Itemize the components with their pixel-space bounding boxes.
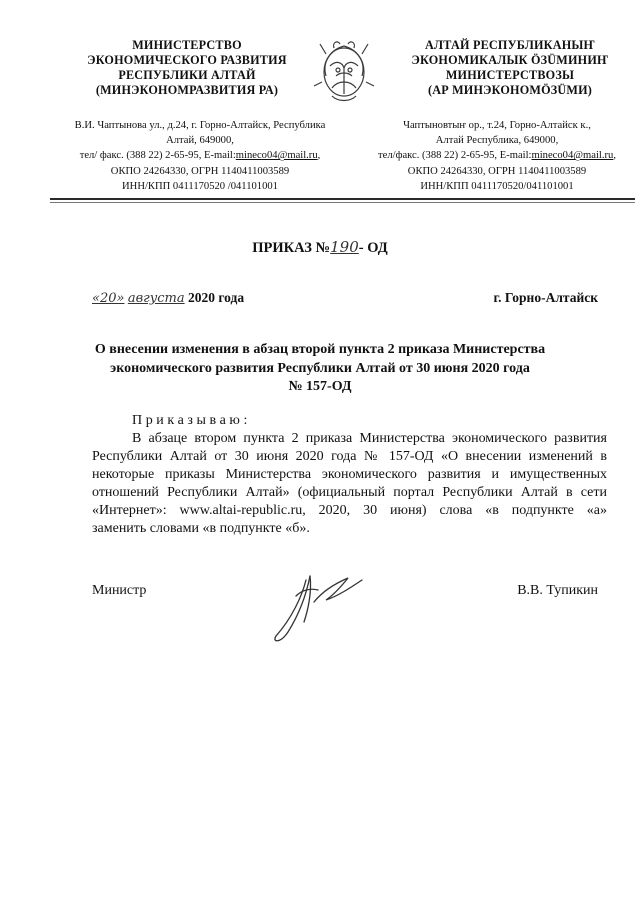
subject-line: № 157-ОД — [288, 379, 352, 394]
header-divider — [50, 198, 635, 200]
phone-line — [50, 148, 350, 163]
email-link[interactable]: mineco04@mail.ru — [235, 150, 318, 162]
handwritten-signature — [262, 566, 372, 648]
subject-line: О внесении изменения в абзац второй пункта 2 приказа Министерства — [94, 342, 546, 357]
email-link[interactable]: mineco04@mail.ru — [531, 150, 614, 162]
order-date — [92, 290, 244, 306]
contact-block-russian — [50, 118, 350, 194]
altai-republic-emblem-icon — [312, 36, 376, 104]
header-line: (АР МИНЭКОНОМÖЗÜМИ) — [427, 83, 593, 97]
header-divider-thin — [50, 202, 635, 203]
phone-line — [352, 148, 640, 163]
body-line: отношений Республики Алтай» (официальный портал Республики Алтай в сети — [92, 485, 607, 500]
okpo-line: ОКПО 24264330, ОГРН 1140411003589 — [407, 165, 587, 177]
minister-label: Министр — [92, 583, 147, 598]
body-line: некоторые приказы Министерства экономического развития и имущественных — [92, 467, 607, 482]
ministry-header-altai — [385, 38, 635, 98]
order-subject — [60, 341, 580, 397]
phone-suffix: , — [317, 150, 321, 162]
header-line: РЕСПУБЛИКИ АЛТАЙ — [118, 68, 256, 82]
body-line: Республики Алтай от 30 июня 2020 года № 157-ОД «О внесении изменений в — [92, 449, 607, 464]
header-line: АЛТАЙ РЕСПУБЛИКАНЫҤ — [425, 38, 595, 52]
okpo-line: ОКПО 24264330, ОГРН 1140411003589 — [110, 165, 290, 177]
body-line: заменить словами «в подпункте «б». — [92, 521, 310, 536]
date-year: 2020 года — [184, 290, 245, 305]
ministry-header-russian — [62, 38, 312, 98]
date-month-handwritten: августа — [127, 291, 185, 306]
order-title — [0, 238, 640, 257]
contact-block-altai — [352, 118, 640, 194]
header-line: (МИНЭКОНОМРАЗВИТИЯ РА) — [95, 83, 279, 97]
body-line: В абзаце втором пункта 2 приказа Министерства экономического развития — [132, 431, 607, 446]
order-title-prefix: ПРИКАЗ № — [252, 240, 331, 256]
header-line: ЭКОНОМИЧЕСКОГО РАЗВИТИЯ — [87, 53, 287, 67]
phone-text: тел/ факс. (388 22) 2-65-95, E-mail: — [79, 150, 236, 162]
inn-line: ИНН/КПП 0411170520/041101001 — [420, 180, 574, 192]
order-city: г. Горно-Алтайск — [493, 290, 598, 305]
subject-line: экономического развития Республики Алтай от 30 июня 2020 года — [110, 360, 530, 376]
header-line: ЭКОНОМИКАЛЫК ÖЗÜМИНИҤ — [411, 53, 609, 67]
address-line: Алтай Республика, 649000, — [435, 135, 559, 147]
phone-suffix: , — [613, 150, 616, 162]
body-line: «Интернет»: www.altai-republic.ru, 2020, 30 июня) слова «в подпункте «а» — [92, 503, 607, 518]
address-line: В.И. Чаптынова ул., д.24, г. Горно-Алтайск, Республика — [74, 120, 326, 131]
signer-name: В.В. Тупикин — [517, 583, 598, 598]
order-body — [92, 430, 607, 538]
address-line: Алтай, 649000, — [166, 135, 234, 147]
address-line: Чаптыновтыҥ ор., т.24, Горно-Алтайск к., — [403, 120, 591, 131]
date-day-handwritten: «20» — [92, 291, 125, 306]
phone-text: тел/факс. (388 22) 2-65-95, E-mail: — [378, 150, 532, 162]
order-title-suffix: - ОД — [358, 240, 388, 256]
header-line: МИНИСТЕРСТВО — [132, 38, 242, 52]
order-directive-word: Приказываю: — [132, 413, 251, 428]
order-number-handwritten: 190 — [330, 238, 359, 256]
header-line: МИНИСТЕРСТВОЗЫ — [445, 68, 575, 82]
inn-line: ИНН/КПП 0411170520 /041101001 — [122, 180, 278, 192]
